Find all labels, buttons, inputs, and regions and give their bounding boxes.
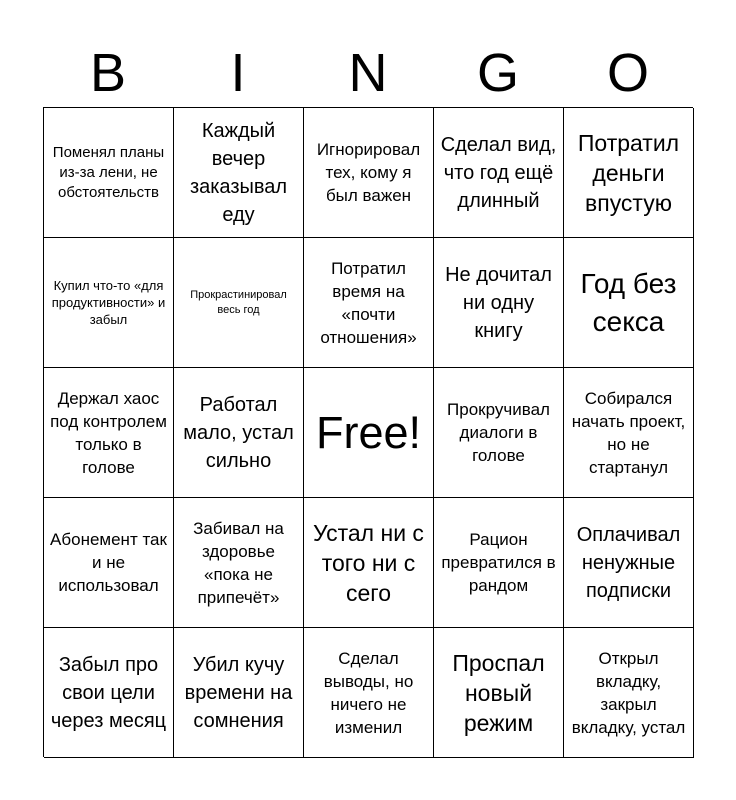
cell-text: Сделал выводы, но ничего не изменил: [323, 648, 414, 737]
bingo-cell: [304, 498, 434, 628]
free-space-cell: [304, 368, 434, 498]
bingo-cell: [434, 108, 564, 238]
free-space-text: Free!: [315, 406, 422, 458]
bingo-cell: [304, 108, 434, 238]
bingo-cell: [174, 628, 304, 758]
cell-text: Каждый вечер заказывал еду: [189, 119, 288, 226]
bingo-cell: [44, 108, 174, 238]
bingo-cell: [174, 238, 304, 368]
bingo-board: [43, 107, 693, 757]
bingo-cell: [304, 238, 434, 368]
cell-text: Держал хаос под контролем только в голове: [50, 388, 167, 477]
cell-text: Абонемент так и не использовал: [50, 530, 167, 595]
bingo-cell: [174, 498, 304, 628]
cell-text: Купил что-то «для продуктивности» и забыл: [51, 278, 166, 327]
bingo-cell: [434, 368, 564, 498]
cell-text: Прокручивал диалоги в голове: [447, 400, 550, 465]
bingo-cell: [44, 238, 174, 368]
bingo-cell: [434, 238, 564, 368]
bingo-cell: [304, 628, 434, 758]
cell-text: Рацион превратился в рандом: [441, 530, 556, 595]
bingo-cell: [44, 368, 174, 498]
bingo-cell: [564, 498, 694, 628]
cell-text: Работал мало, устал сильно: [183, 393, 294, 472]
cell-text: Открыл вкладку, закрыл вкладку, устал: [571, 648, 686, 737]
bingo-cell: [564, 628, 694, 758]
bingo-cell: [434, 628, 564, 758]
bingo-cell: [564, 368, 694, 498]
cell-text: Прокрастинировал весь год: [190, 288, 287, 316]
bingo-cell: [44, 498, 174, 628]
cell-text: Забивал на здоровье «пока не припечёт»: [193, 518, 284, 607]
header-letter-n: N: [348, 43, 388, 103]
cell-text: Убил кучу времени на сомнения: [184, 653, 293, 732]
cell-text: Не дочитал ни одну книгу: [445, 263, 552, 342]
cell-text: Поменял планы из-за лени, не обстоятельств: [52, 143, 165, 201]
cell-text: Забыл про свои цели через месяц: [50, 653, 167, 732]
cell-text: Игнорировал тех, кому я был важен: [316, 140, 421, 205]
bingo-header: [43, 38, 693, 108]
cell-text: Устал ни с того ни с сего: [313, 519, 424, 606]
bingo-cell: [564, 238, 694, 368]
header-letter-b: B: [89, 43, 127, 103]
cell-text: Проспал новый режим: [452, 649, 545, 736]
cell-text: Оплачивал ненужные подписки: [576, 523, 681, 602]
cell-text: Собирался начать проект, но не стартанул: [571, 388, 686, 477]
header-letter-g: G: [476, 43, 519, 103]
cell-text: Потратил время на «почти отношения»: [320, 258, 417, 347]
header-letter-i: I: [230, 43, 246, 103]
bingo-cell: [434, 498, 564, 628]
bingo-cell: [174, 368, 304, 498]
cell-text: Потратил деньги впустую: [577, 129, 680, 216]
bingo-cell: [44, 628, 174, 758]
cell-text: Сделал вид, что год ещё длинный: [440, 133, 557, 212]
bingo-cell: [174, 108, 304, 238]
bingo-cell: [564, 108, 694, 238]
cell-text: Год без секса: [580, 267, 677, 337]
header-letter-o: O: [606, 43, 649, 103]
